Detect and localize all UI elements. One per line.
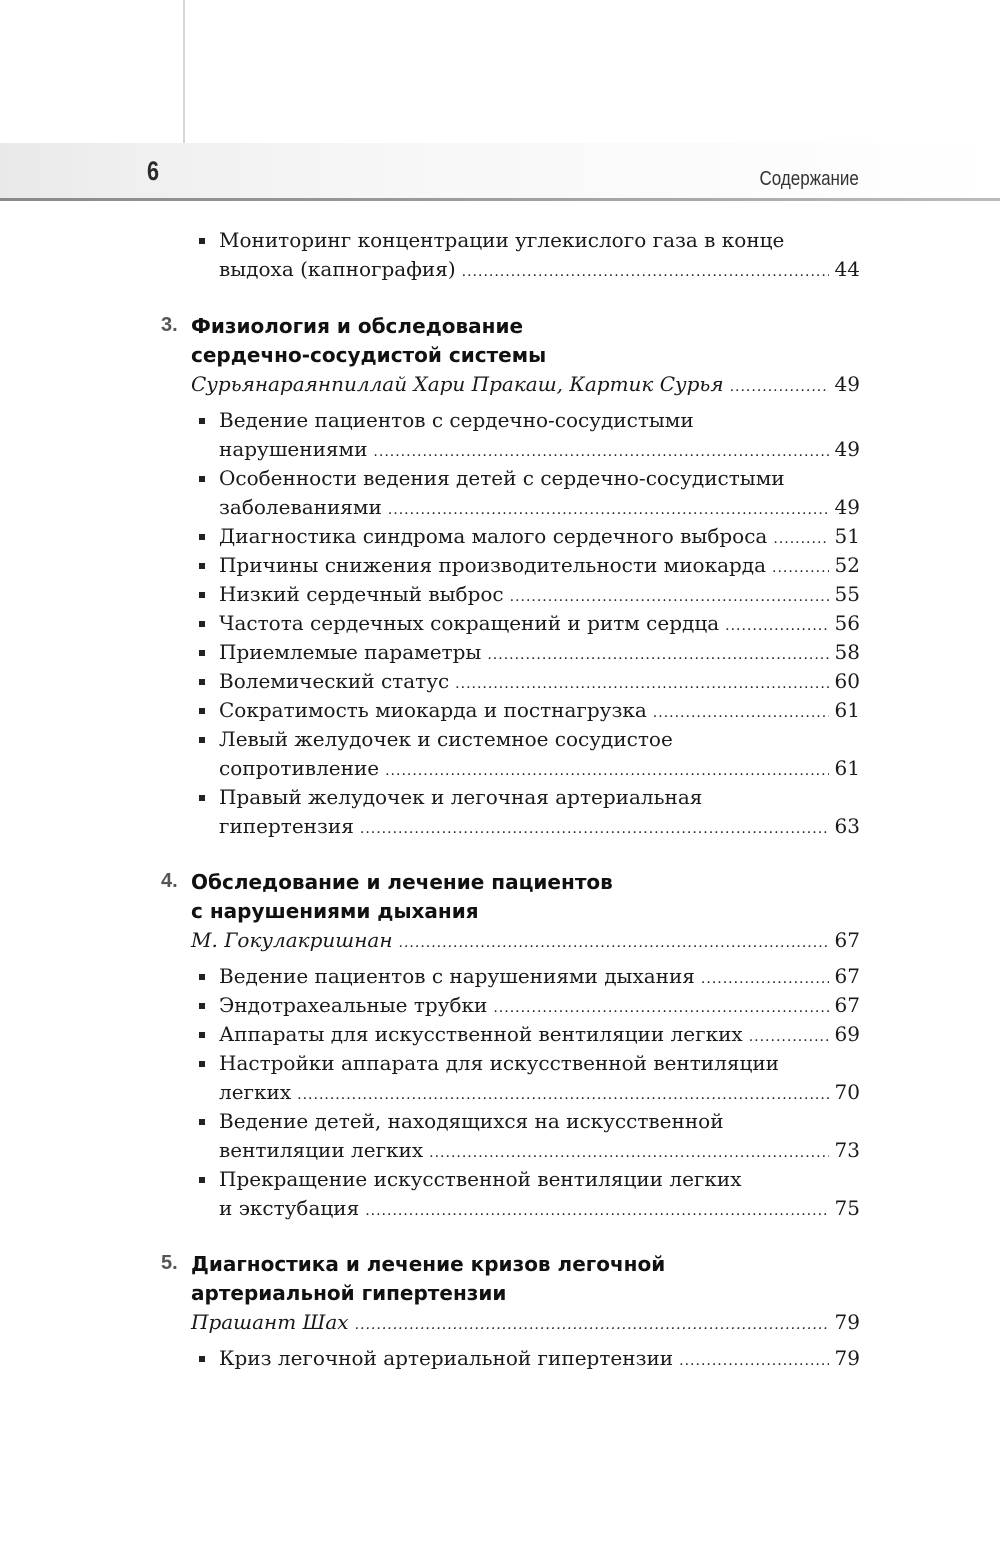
toc-item-text: заболеваниями	[219, 495, 382, 519]
toc-item-row	[219, 638, 860, 667]
dot-leader	[701, 965, 829, 994]
bullet-icon	[199, 418, 205, 424]
toc-item-page: 61	[834, 756, 860, 780]
toc-item-page: 49	[834, 495, 860, 519]
toc-item-text: выдоха (капнография)	[219, 257, 456, 281]
toc-item-row	[219, 1344, 860, 1373]
dot-leader	[462, 258, 829, 287]
bullet-icon	[199, 534, 205, 540]
bullet-icon	[199, 1003, 205, 1009]
toc-item-page: 73	[834, 1138, 860, 1162]
bullet-icon	[199, 563, 205, 569]
chapter-authors: М. Гокулакришнан	[191, 928, 393, 952]
chapter-authors: Прашант Шах	[191, 1310, 349, 1334]
dot-leader	[653, 699, 829, 728]
dot-leader	[772, 554, 829, 583]
toc-item-text: Сократимость миокарда и постнагрузка	[219, 698, 647, 722]
toc-item-text: вентиляции легких	[219, 1138, 424, 1162]
toc-item-page: 58	[834, 640, 860, 664]
toc-item-row	[219, 991, 860, 1020]
chapter-title-line: Диагностика и лечение кризов легочной	[191, 1252, 666, 1276]
toc-item-row	[219, 754, 860, 783]
toc-item-row	[219, 435, 860, 464]
toc-item-row	[219, 667, 860, 696]
dot-leader	[725, 612, 828, 641]
toc-item-row	[219, 1078, 860, 1107]
toc-item-row	[219, 812, 860, 841]
dot-leader	[373, 438, 828, 467]
chapter-title-line: с нарушениями дыхания	[191, 899, 479, 923]
dot-leader	[455, 670, 828, 699]
chapter-authors: Сурьянараянпиллай Хари Пракаш, Картик Сурья	[191, 372, 724, 396]
dot-leader	[749, 1023, 829, 1052]
toc-item-row	[219, 580, 860, 609]
toc-item-page: 52	[834, 553, 860, 577]
toc-item-row	[219, 609, 860, 638]
chapter-authors-page: 67	[834, 928, 860, 952]
page-number: 6	[147, 156, 160, 186]
toc-item-text: Эндотрахеальные трубки	[219, 993, 488, 1017]
toc-item-page: 63	[834, 814, 860, 838]
toc-item-page: 67	[834, 964, 860, 988]
dot-leader	[493, 994, 828, 1023]
toc-item-row	[219, 696, 860, 725]
bullet-icon	[199, 737, 205, 743]
toc-item-text: и экстубация	[219, 1196, 360, 1220]
toc-item-page: 56	[834, 611, 860, 635]
chapter-title-line: артериальной гипертензии	[191, 1281, 507, 1305]
dot-leader	[399, 929, 829, 958]
header-rule	[0, 198, 1000, 201]
chapter-authors-page: 79	[834, 1310, 860, 1334]
toc-item-text: легких	[219, 1080, 292, 1104]
chapter-authors-page: 49	[834, 372, 860, 396]
chapter-authors-row	[191, 370, 860, 399]
toc-item-line: Прекращение искусственной вентиляции легких	[219, 1167, 742, 1191]
dot-leader	[773, 525, 828, 554]
toc-item-text: Причины снижения производительности миокарда	[219, 553, 767, 577]
dot-leader	[679, 1347, 828, 1376]
toc-item-row	[219, 255, 860, 284]
bullet-icon	[199, 795, 205, 801]
toc-item-text: сопротивление	[219, 756, 380, 780]
toc-item-page: 75	[834, 1196, 860, 1220]
chapter-authors-row	[191, 1308, 860, 1337]
toc-item-text: Низкий сердечный выброс	[219, 582, 504, 606]
dot-leader	[388, 496, 829, 525]
toc-item-line: Ведение детей, находящихся на искусственной	[219, 1109, 724, 1133]
dot-leader	[297, 1081, 828, 1110]
bullet-icon	[199, 974, 205, 980]
toc-item-page: 60	[834, 669, 860, 693]
toc-item-page: 44	[834, 257, 860, 281]
bullet-icon	[199, 592, 205, 598]
toc-item-text: Диагностика синдрома малого сердечного выброса	[219, 524, 768, 548]
toc-item-text: нарушениями	[219, 437, 368, 461]
toc-item-text: Криз легочной артериальной гипертензии	[219, 1346, 674, 1370]
toc-item-line: Левый желудочек и системное сосудистое	[219, 727, 673, 751]
bullet-icon	[199, 1061, 205, 1067]
toc-item-text: Ведение пациентов с нарушениями дыхания	[219, 964, 695, 988]
toc-item-page: 67	[834, 993, 860, 1017]
toc-item-page: 79	[834, 1346, 860, 1370]
toc-item-row	[219, 962, 860, 991]
dot-leader	[429, 1139, 828, 1168]
toc-item-page: 55	[834, 582, 860, 606]
bullet-icon	[199, 1119, 205, 1125]
chapter-number: 4.	[161, 870, 178, 892]
toc-item-row	[219, 1136, 860, 1165]
toc-item-text: Приемлемые параметры	[219, 640, 482, 664]
bullet-icon	[199, 708, 205, 714]
dot-leader	[360, 815, 829, 844]
chapter-title-line: Физиология и обследование	[191, 314, 524, 338]
toc-item-row	[219, 522, 860, 551]
bullet-icon	[199, 476, 205, 482]
toc-item-text: Частота сердечных сокращений и ритм сердца	[219, 611, 720, 635]
toc-item-page: 51	[834, 524, 860, 548]
toc-item-row	[219, 1194, 860, 1223]
bullet-icon	[199, 650, 205, 656]
toc-item-line: Мониторинг концентрации углекислого газа в конце	[219, 228, 785, 252]
toc-item-row	[219, 551, 860, 580]
toc-item-line: Настройки аппарата для искусственной вентиляции	[219, 1051, 779, 1075]
toc-item-row	[219, 493, 860, 522]
dot-leader	[355, 1311, 829, 1340]
dot-leader	[730, 373, 829, 402]
toc-item-line: Правый желудочек и легочная артериальная	[219, 785, 703, 809]
bullet-icon	[199, 238, 205, 244]
toc-item-text: Аппараты для искусственной вентиляции легких	[219, 1022, 743, 1046]
bullet-icon	[199, 1032, 205, 1038]
chapter-title-line: сердечно-сосудистой системы	[191, 343, 547, 367]
toc-item-row	[219, 1020, 860, 1049]
chapter-number: 5.	[161, 1252, 178, 1274]
toc-item-page: 61	[834, 698, 860, 722]
toc-item-text: Волемический статус	[219, 669, 450, 693]
bullet-icon	[199, 621, 205, 627]
bullet-icon	[199, 1177, 205, 1183]
dot-leader	[365, 1197, 828, 1226]
bullet-icon	[199, 679, 205, 685]
dot-leader	[510, 583, 829, 612]
dot-leader	[385, 757, 828, 786]
toc-item-page: 70	[834, 1080, 860, 1104]
toc-item-line: Особенности ведения детей с сердечно-сосудистыми	[219, 466, 785, 490]
chapter-title-line: Обследование и лечение пациентов	[191, 870, 613, 894]
toc-item-text: гипертензия	[219, 814, 354, 838]
chapter-authors-row	[191, 926, 860, 955]
bullet-icon	[199, 1356, 205, 1362]
dot-leader	[487, 641, 828, 670]
running-head: Содержание	[759, 168, 859, 190]
toc-item-page: 49	[834, 437, 860, 461]
toc-item-line: Ведение пациентов с сердечно-сосудистыми	[219, 408, 694, 432]
toc-item-page: 69	[834, 1022, 860, 1046]
chapter-number: 3.	[161, 314, 178, 336]
